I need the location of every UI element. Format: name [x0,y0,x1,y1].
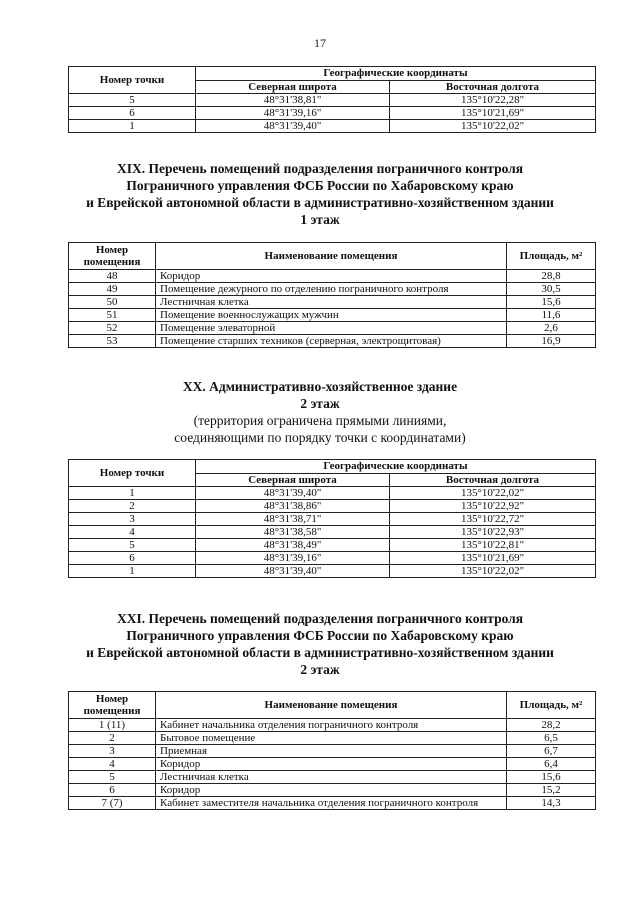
section-21-line-3: и Еврейской автономной области в административно-хозяйственном здании [86,645,554,660]
room-number: 5 [69,771,156,784]
section-20-line-1: XX. Административно-хозяйственное здание [182,379,458,394]
room-number: 50 [69,296,156,309]
section-19-line-2: Пограничного управления ФСБ России по Хабаровскому краю [126,178,514,193]
coordinates-table-2-body [69,487,596,578]
table-row [69,296,596,309]
latitude-value: 48°31'39,16" [196,552,390,565]
room-name: Лестничная клетка [156,296,507,309]
section-19-line-3: и Еврейской автономной области в административно-хозяйственном здании [86,195,554,210]
coordinates-table-2 [68,459,596,578]
room-area: 28,2 [507,719,596,732]
room-area: 15,2 [507,784,596,797]
table-row [69,487,596,500]
room-area: 14,3 [507,797,596,810]
latitude-value: 48°31'39,40" [196,487,390,500]
room-number: 51 [69,309,156,322]
col-lat: Северная широта [196,80,390,94]
table-row [69,565,596,578]
table-row [69,283,596,296]
section-20-line-4: соединяющими по порядку точки с координатами) [174,430,466,445]
room-name: Коридор [156,758,507,771]
section-19-line-4: 1 этаж [300,212,340,227]
table-row [69,552,596,565]
point-number: 5 [69,94,196,107]
point-number: 1 [69,565,196,578]
table-row [69,539,596,552]
table-row [69,745,596,758]
table-row [69,500,596,513]
col-geo: Географические координаты [196,460,596,474]
col-room-name: Наименование помещения [156,692,507,719]
rooms-table-2 [68,691,596,810]
longitude-value: 135°10'22,02" [390,565,596,578]
coordinates-table-1 [68,66,596,133]
room-area: 2,6 [507,322,596,335]
latitude-value: 48°31'38,49" [196,539,390,552]
longitude-value: 135°10'22,28" [390,94,596,107]
room-number: 49 [69,283,156,296]
section-19-heading [0,160,640,228]
table-row [69,797,596,810]
col-room-area: Площадь, м² [507,692,596,719]
table-row [69,732,596,745]
room-name: Коридор [156,270,507,283]
col-room-name: Наименование помещения [156,243,507,270]
point-number: 5 [69,539,196,552]
room-name: Бытовое помещение [156,732,507,745]
longitude-value: 135°10'22,02" [390,120,596,133]
point-number: 1 [69,487,196,500]
room-number: 7 (7) [69,797,156,810]
latitude-value: 48°31'39,40" [196,565,390,578]
col-room-number: Номер помещения [69,692,156,719]
section-19-line-1: XIX. Перечень помещений подразделения пограничного контроля [116,161,524,176]
rooms-table-1 [68,242,596,348]
table-row [69,784,596,797]
latitude-value: 48°31'38,86" [196,500,390,513]
room-area: 6,7 [507,745,596,758]
col-lat: Северная широта [196,473,390,487]
room-name: Помещение старших техников (серверная, электрощитовая) [156,335,507,348]
room-number: 3 [69,745,156,758]
col-room-area: Площадь, м² [507,243,596,270]
room-area: 6,4 [507,758,596,771]
point-number: 1 [69,120,196,133]
room-number: 52 [69,322,156,335]
point-number: 6 [69,552,196,565]
table-row [69,335,596,348]
room-number: 1 (11) [69,719,156,732]
table-row [69,309,596,322]
room-name: Кабинет заместителя начальника отделения пограничного контроля [156,797,507,810]
section-20-heading [0,378,640,446]
room-area: 15,6 [507,771,596,784]
latitude-value: 48°31'38,81" [196,94,390,107]
point-number: 6 [69,107,196,120]
room-name: Помещение элеваторной [156,322,507,335]
longitude-value: 135°10'21,69" [390,107,596,120]
room-area: 15,6 [507,296,596,309]
latitude-value: 48°31'38,58" [196,526,390,539]
table-row [69,270,596,283]
room-area: 16,9 [507,335,596,348]
section-20-line-3: (территория ограничена прямыми линиями, [193,413,447,428]
coordinates-table-1-body [69,94,596,133]
table-row [69,719,596,732]
table-row [69,94,596,107]
table-row [69,120,596,133]
room-name: Коридор [156,784,507,797]
longitude-value: 135°10'21,69" [390,552,596,565]
table-row [69,513,596,526]
room-name: Помещение военнослужащих мужчин [156,309,507,322]
section-20-line-2: 2 этаж [300,396,340,411]
point-number: 4 [69,526,196,539]
table-row [69,322,596,335]
room-area: 30,5 [507,283,596,296]
col-lon: Восточная долгота [390,473,596,487]
room-number: 2 [69,732,156,745]
room-number: 53 [69,335,156,348]
room-name: Приемная [156,745,507,758]
table-row [69,526,596,539]
latitude-value: 48°31'39,40" [196,120,390,133]
rooms-table-2-body [69,719,596,810]
page-number: 17 [314,36,326,50]
longitude-value: 135°10'22,93" [390,526,596,539]
room-number: 6 [69,784,156,797]
table-row [69,758,596,771]
latitude-value: 48°31'39,16" [196,107,390,120]
col-room-number: Номер помещения [69,243,156,270]
col-point: Номер точки [69,67,196,94]
col-geo: Географические координаты [196,67,596,81]
room-name: Кабинет начальника отделения пограничного контроля [156,719,507,732]
longitude-value: 135°10'22,81" [390,539,596,552]
longitude-value: 135°10'22,92" [390,500,596,513]
rooms-table-1-body [69,270,596,348]
col-lon: Восточная долгота [390,80,596,94]
point-number: 2 [69,500,196,513]
section-21-heading [0,610,640,678]
room-name: Лестничная клетка [156,771,507,784]
longitude-value: 135°10'22,02" [390,487,596,500]
table-row [69,771,596,784]
room-area: 28,8 [507,270,596,283]
room-area: 6,5 [507,732,596,745]
table-row [69,107,596,120]
room-number: 4 [69,758,156,771]
longitude-value: 135°10'22,72" [390,513,596,526]
room-number: 48 [69,270,156,283]
point-number: 3 [69,513,196,526]
room-name: Помещение дежурного по отделению пограничного контроля [156,283,507,296]
section-21-line-2: Пограничного управления ФСБ России по Хабаровскому краю [126,628,514,643]
latitude-value: 48°31'38,71" [196,513,390,526]
section-21-line-4: 2 этаж [300,662,340,677]
section-21-line-1: XXI. Перечень помещений подразделения пограничного контроля [116,611,524,626]
col-point: Номер точки [69,460,196,487]
room-area: 11,6 [507,309,596,322]
